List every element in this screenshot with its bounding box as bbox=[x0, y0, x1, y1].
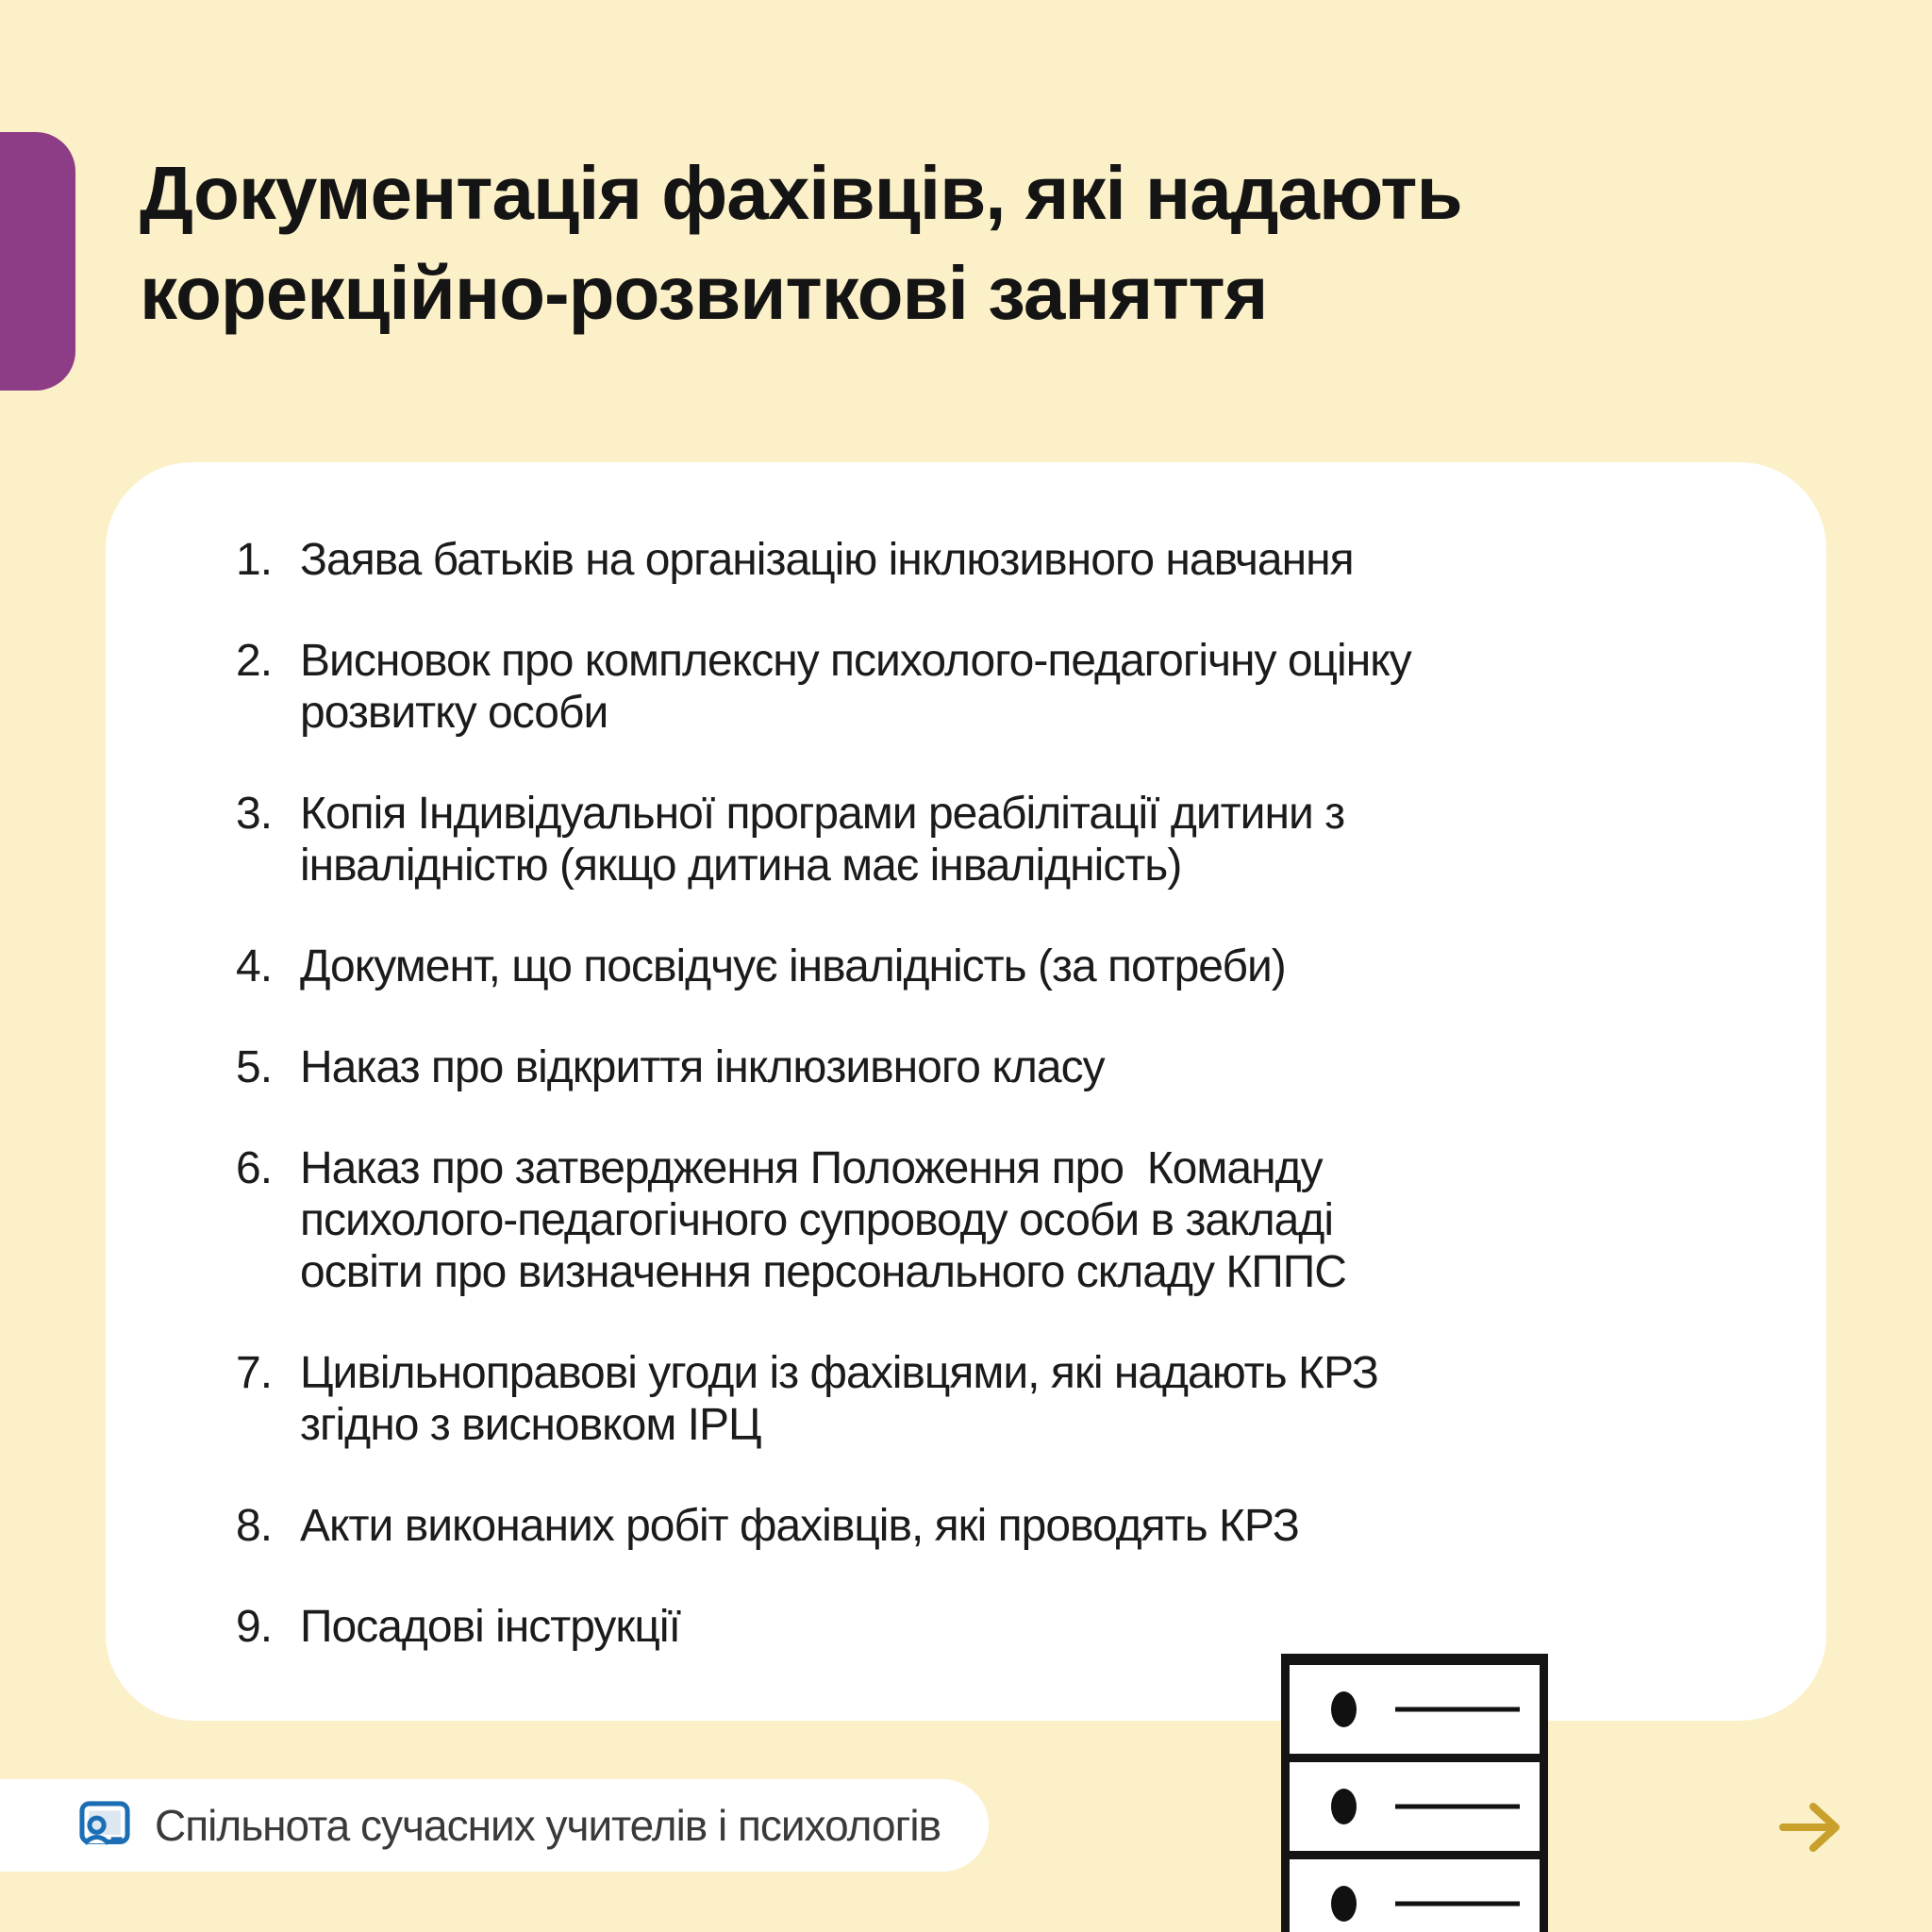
item-number: 9. bbox=[236, 1602, 273, 1652]
drawer-knob-icon bbox=[1331, 1789, 1357, 1824]
list-item bbox=[236, 788, 1726, 891]
item-number: 4. bbox=[236, 941, 273, 991]
item-number: 7. bbox=[236, 1348, 273, 1398]
item-text: Копія Індивідуальної програми реабілітації дитини з інвалідністю (якщо дитина має інвалідність) bbox=[300, 789, 1345, 891]
item-text: Акти виконаних робіт фахівців, які проводять КРЗ bbox=[300, 1501, 1299, 1551]
page-title-line1: Документація фахівців, які надають bbox=[140, 151, 1462, 235]
page-title-line2: корекційно-розвиткові заняття bbox=[140, 251, 1268, 335]
drawer-knob-icon bbox=[1331, 1691, 1357, 1727]
drawer-label-line bbox=[1395, 1902, 1520, 1907]
community-logo-icon bbox=[79, 1800, 130, 1852]
list-item bbox=[236, 534, 1726, 586]
right-arrow-icon[interactable] bbox=[1775, 1798, 1847, 1857]
item-number: 2. bbox=[236, 636, 273, 686]
purple-accent-bar bbox=[0, 132, 75, 391]
item-text: Цивільноправові угоди із фахівцями, які надають КРЗ згідно з висновком ІРЦ bbox=[300, 1348, 1378, 1450]
item-text: Наказ про відкриття інклюзивного класу bbox=[300, 1042, 1105, 1092]
list-item bbox=[236, 1347, 1726, 1451]
item-number: 5. bbox=[236, 1042, 273, 1092]
drawer bbox=[1290, 1665, 1540, 1754]
item-number: 1. bbox=[236, 535, 273, 585]
list-item bbox=[236, 1041, 1726, 1093]
list-item bbox=[236, 1142, 1726, 1298]
item-text: Посадові інструкції bbox=[300, 1602, 680, 1652]
item-number: 6. bbox=[236, 1143, 273, 1193]
list-item bbox=[236, 1601, 1726, 1653]
document-list bbox=[236, 534, 1726, 1702]
item-number: 3. bbox=[236, 789, 273, 839]
item-text: Наказ про затвердження Положення про Команду психолого-педагогічного супроводу особи в закладі освіти про визначення персонального складу КППС bbox=[300, 1143, 1346, 1297]
list-item bbox=[236, 1500, 1726, 1552]
drawer-label-line bbox=[1395, 1707, 1520, 1712]
drawer-cabinet-icon bbox=[1281, 1654, 1548, 1932]
list-item bbox=[236, 635, 1726, 739]
drawer bbox=[1290, 1851, 1540, 1932]
community-label: Спільнота сучасних учителів і психологів bbox=[155, 1801, 941, 1850]
item-text: Заява батьків на організацію інклюзивного навчання bbox=[300, 535, 1354, 585]
drawer-label-line bbox=[1395, 1805, 1520, 1809]
drawer-knob-icon bbox=[1331, 1886, 1357, 1922]
community-badge bbox=[0, 1779, 989, 1872]
item-number: 8. bbox=[236, 1501, 273, 1551]
item-text: Документ, що посвідчує інвалідність (за потреби) bbox=[300, 941, 1286, 991]
list-item bbox=[236, 941, 1726, 992]
drawer bbox=[1290, 1754, 1540, 1851]
page-title bbox=[140, 143, 1462, 343]
item-text: Висновок про комплексну психолого-педагогічну оцінку розвитку особи bbox=[300, 636, 1411, 738]
